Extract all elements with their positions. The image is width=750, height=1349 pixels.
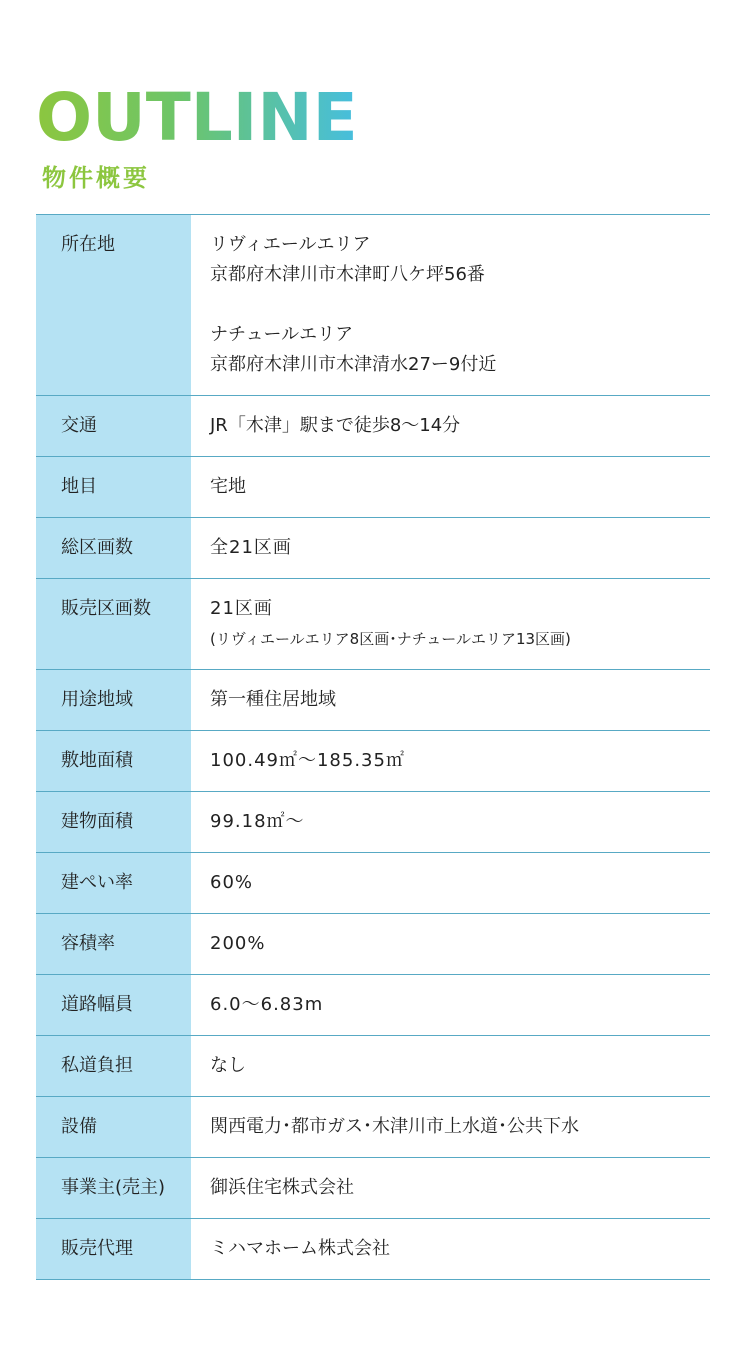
row-label-road-width: 道路幅員	[36, 975, 191, 1036]
row-value-zoning: 第一種住居地域	[210, 689, 336, 710]
row-label-floor-area-ratio: 容積率	[36, 914, 191, 975]
outline-heading	[36, 79, 358, 193]
table-row-building-area	[36, 792, 710, 853]
table-row-facilities	[36, 1097, 710, 1158]
area1-address: 京都府木津川市木津町八ケ坪56番	[210, 264, 485, 285]
table-row-location	[36, 215, 710, 396]
table-row-zoning	[36, 670, 710, 731]
row-label-developer: 事業主(売主)	[36, 1158, 191, 1219]
table-row-total-lots	[36, 518, 710, 579]
row-label-facilities: 設備	[36, 1097, 191, 1158]
row-value-developer: 御浜住宅株式会社	[210, 1177, 354, 1198]
row-label-building-area: 建物面積	[36, 792, 191, 853]
row-value-private-road: なし	[210, 1055, 246, 1076]
property-outline-table	[36, 214, 710, 1280]
outline-subtitle: 物件概要	[42, 164, 150, 192]
table-row-private-road	[36, 1036, 710, 1097]
table-row-road-width	[36, 975, 710, 1036]
row-value-sales-agent: ミハマホーム株式会社	[210, 1238, 390, 1259]
row-label-lots-for-sale: 販売区画数	[36, 579, 191, 670]
table-row-sales-agent	[36, 1219, 710, 1280]
table-row-coverage-ratio	[36, 853, 710, 914]
table-row-floor-area-ratio	[36, 914, 710, 975]
table-row-land-category	[36, 457, 710, 518]
table-row-developer	[36, 1158, 710, 1219]
row-value-lots-for-sale	[191, 579, 710, 670]
row-label-private-road: 私道負担	[36, 1036, 191, 1097]
area2-name: ナチュールエリア	[210, 324, 354, 345]
table-row-site-area	[36, 731, 710, 792]
row-value-total-lots: 全21区画	[210, 537, 292, 558]
row-value-land-category: 宅地	[210, 476, 246, 497]
row-value-site-area: 100.49㎡～185.35㎡	[210, 750, 405, 771]
area1-name: リヴィエールエリア	[210, 234, 371, 255]
lots-for-sale-note: (リヴィエールエリア8区画･ナチュールエリア13区画)	[210, 630, 571, 648]
row-value-transport: JR「木津」駅まで徒歩8～14分	[210, 415, 461, 436]
row-value-coverage-ratio: 60%	[210, 872, 254, 893]
row-label-transport: 交通	[36, 396, 191, 457]
row-value-location	[191, 215, 710, 396]
lots-for-sale-value: 21区画	[210, 598, 273, 619]
area2-address: 京都府木津川市木津清水27ー9付近	[210, 354, 497, 375]
row-label-location: 所在地	[36, 215, 191, 396]
row-label-sales-agent: 販売代理	[36, 1219, 191, 1280]
row-label-zoning: 用途地域	[36, 670, 191, 731]
row-value-building-area: 99.18㎡～	[210, 811, 305, 832]
row-label-site-area: 敷地面積	[36, 731, 191, 792]
row-value-facilities: 関西電力･都市ガス･木津川市上水道･公共下水	[210, 1116, 579, 1137]
row-label-coverage-ratio: 建ぺい率	[36, 853, 191, 914]
row-label-land-category: 地目	[36, 457, 191, 518]
row-value-road-width: 6.0～6.83m	[210, 994, 324, 1015]
row-value-floor-area-ratio: 200%	[210, 933, 266, 954]
row-label-total-lots: 総区画数	[36, 518, 191, 579]
outline-title: OUTLINE	[36, 79, 358, 156]
table-row-transport	[36, 396, 710, 457]
table-row-lots-for-sale	[36, 579, 710, 670]
